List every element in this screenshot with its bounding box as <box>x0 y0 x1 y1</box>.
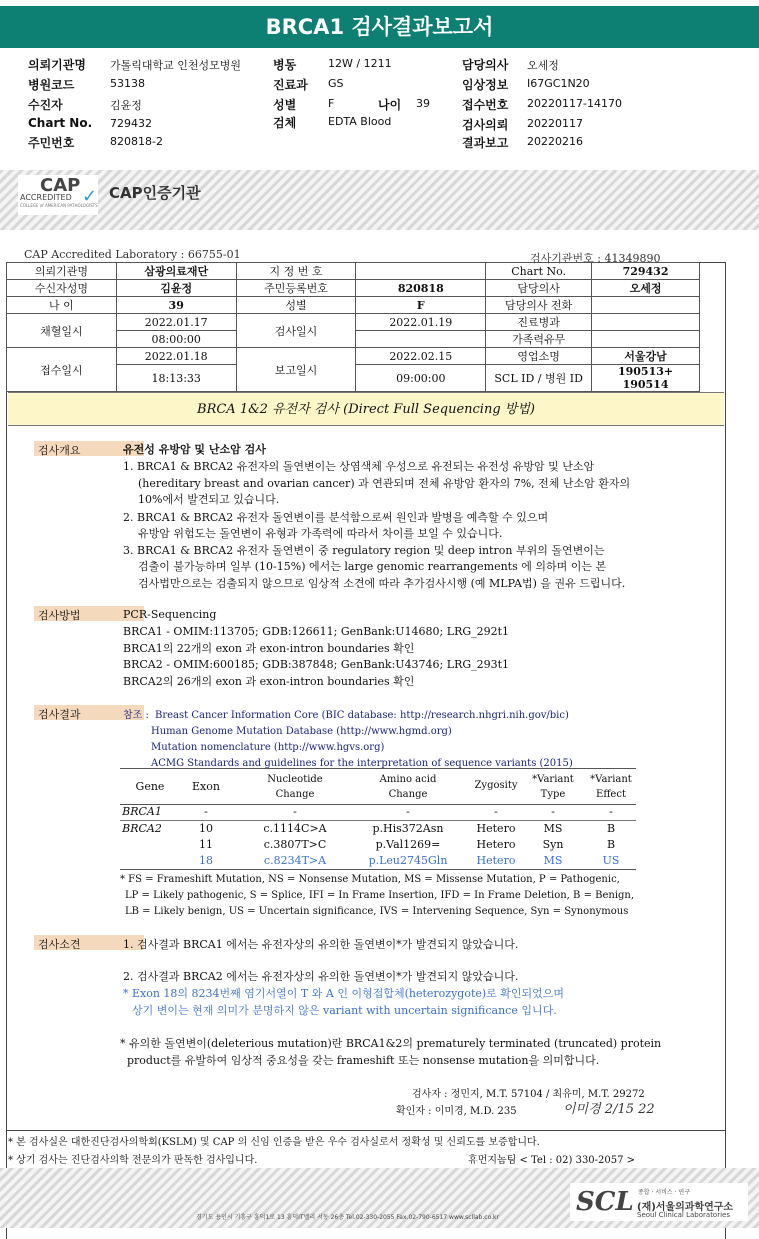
scl-name-en: Seoul Clinical Laboratories <box>637 1211 730 1219</box>
table-cell: 08:00:00 <box>116 331 236 348</box>
hospital-label: 의뢰기관명 <box>28 58 86 72</box>
table-cell: Chart No. <box>486 263 592 280</box>
opinion-line: 2. 검사결과 BRCA2 에서는 유전자상의 유의한 돌연변이*가 발견되지 않았습니다. <box>123 970 519 983</box>
examiners: 검사자 : 정민지, M.T. 57104 / 최유미, M.T. 29272 <box>412 1089 645 1100</box>
overview-line: 검출이 불가능하며 일부 (10-15%) 에서는 large genomic rearrangements 에 의하며 이는 본 <box>138 560 607 573</box>
scl-name: (재)서울의과학연구소 <box>637 1202 734 1213</box>
cell-nucleotide: - <box>293 805 297 818</box>
cap-logo-small: COLLEGE of AMERICAN PATHOLOGISTS <box>20 203 98 208</box>
overview-line: 유방암 위험도는 돌연변이 유형과 가족력에 따라서 차이를 보일 수 있습니다. <box>138 527 503 540</box>
method-line: PCR-Sequencing <box>123 608 217 621</box>
cell-exon: - <box>204 805 208 818</box>
confirmer: 확인자 : 이미경, M.D. 235 <box>396 1106 517 1117</box>
table-cell: 나 이 <box>7 297 117 314</box>
department-label: 진료과 <box>273 78 308 92</box>
table-row <box>7 348 700 365</box>
ref-line: ACMG Standards and guidelines for the interpretation of sequence variants (2015) <box>151 758 573 769</box>
handwritten-signature: 이미경 2/15 22 <box>563 1102 655 1117</box>
specimen-label: 검체 <box>273 116 297 130</box>
opinion-line: * 유의한 돌연변이(deleterious mutation)란 BRCA1&2의 prematurely terminated (truncated) protein <box>120 1037 662 1050</box>
cell-variant-effect: B <box>606 822 616 835</box>
resident-no-label: 주민번호 <box>28 136 75 150</box>
table-cell <box>592 314 700 331</box>
patient-value: 김윤정 <box>110 99 142 112</box>
hospital-code-value: 53138 <box>110 77 145 90</box>
abbreviation-note: LP = Likely pathogenic, S = Splice, IFI = In Frame Insertion, IFD = In Frame Deletion, B = Benign, <box>125 890 635 901</box>
hospital-value: 가톨릭대학교 인천성모병원 <box>110 59 242 72</box>
refs-label: 참조 : <box>123 710 149 721</box>
table-cell: 오세정 <box>592 280 700 297</box>
table-cell: 김윤정 <box>116 280 236 297</box>
table-row <box>120 805 636 821</box>
col-header-variant-type: *Variant Type <box>532 774 574 800</box>
overview-line: 2. BRCA1 & BRCA2 유전자 돌연변이를 분석함으로써 원인과 발병을 예측할 수 있으며 <box>123 511 549 524</box>
receipt-no-label: 접수번호 <box>462 98 509 112</box>
cell-amino-acid: p.Val1269= <box>375 838 441 851</box>
table-cell: 의뢰기관명 <box>7 263 117 280</box>
footnote: * 본 검사실은 대한진단검사의학회(KSLM) 및 CAP 의 신임 인증을 받은 우수 검사실로서 정확성 및 신뢰도를 보증합니다. <box>8 1137 540 1148</box>
cell-variant-effect: B <box>606 838 616 851</box>
table-cell: 성별 <box>236 297 356 314</box>
info-table <box>6 262 700 392</box>
table-cell: 영업소명 <box>486 348 592 365</box>
section-label-result: 검사결과 <box>34 705 144 720</box>
section-label-opinion: 검사소견 <box>34 935 144 950</box>
col-header-variant-effect: *Variant Effect <box>590 774 632 800</box>
table-cell <box>592 331 700 348</box>
cell-exon: 18 <box>199 854 213 867</box>
table-cell: 진료병과 <box>486 314 592 331</box>
section-label-method: 검사방법 <box>34 606 144 621</box>
table-cell: 729432 <box>592 263 700 280</box>
report-date-value: 20220216 <box>527 135 583 148</box>
opinion-line: 1. 검사결과 BRCA1 에서는 유전자상의 유의한 돌연변이*가 발견되지 않았습니다. <box>123 938 519 951</box>
cell-variant-effect: - <box>609 805 613 818</box>
overview-line: 3. BRCA1 & BRCA2 유전자 돌연변이 중 regulatory region 및 deep intron 부위의 돌연변이는 <box>123 544 605 557</box>
resident-no-value: 820818-2 <box>110 135 163 148</box>
cell-amino-acid: p.Leu2745Gln <box>368 854 448 867</box>
table-cell: 2022.01.18 <box>116 348 236 365</box>
table-cell: 가족력유무 <box>486 331 592 348</box>
patient-label: 수진자 <box>28 98 63 112</box>
cell-amino-acid: p.His372Asn <box>372 822 444 835</box>
cap-certified-text: CAP인증기관 <box>109 184 201 202</box>
age-label: 나이 <box>378 98 402 112</box>
table-row <box>7 280 700 297</box>
table-cell: 담당의사 전화 <box>486 297 592 314</box>
table-cell: 39 <box>116 297 236 314</box>
department-value: GS <box>328 77 344 90</box>
ref-line: Breast Cancer Information Core (BIC database: http://research.nhgri.nih.gov/bic) <box>155 710 569 721</box>
report-title: BRCA1 검사결과보고서 <box>0 6 759 48</box>
table-row <box>120 822 636 838</box>
ward-label: 병동 <box>273 58 297 72</box>
method-line: BRCA2 - OMIM:600185; GDB:387848; GenBank:U43746; LRG_293t1 <box>123 658 510 671</box>
section-label-overview: 검사개요 <box>34 441 144 456</box>
overview-line: 10%에서 발견되고 있습니다. <box>138 493 280 506</box>
cell-variant-type: - <box>551 805 555 818</box>
cell-amino-acid: - <box>406 805 410 818</box>
table-row <box>120 854 636 870</box>
col-header-nucleotide: Nucleotide Change <box>267 774 323 800</box>
table-cell: 삼광의료재단 <box>116 263 236 280</box>
cell-zygosity: Hetero <box>476 854 516 867</box>
cell-gene: BRCA2 <box>122 822 162 835</box>
test-topic-title: BRCA 1&2 유전자 검사 (Direct Full Sequencing 방법) <box>8 392 724 426</box>
table-row <box>120 838 636 854</box>
col-header-exon: Exon <box>192 780 220 793</box>
table-row <box>7 263 700 280</box>
table-cell: 수신자성명 <box>7 280 117 297</box>
chart-no-label: Chart No. <box>28 116 93 130</box>
exam-agency-number: 검사기관번호 : 41349890 <box>530 252 661 265</box>
cell-zygosity: - <box>494 805 498 818</box>
col-header-amino-acid: Amino acid Change <box>379 774 437 800</box>
receipt-no-value: 20220117-14170 <box>527 97 622 110</box>
specimen-value: EDTA Blood <box>328 115 392 128</box>
ref-line: Mutation nomenclature (http://www.hgvs.org) <box>151 742 385 753</box>
table-cell: 접수일시 <box>7 348 117 392</box>
doctor-label: 담당의사 <box>462 58 509 72</box>
overview-heading: 유전성 유방암 및 난소암 검사 <box>123 443 266 456</box>
table-cell: 2022.01.19 <box>356 314 486 331</box>
table-cell: 채혈일시 <box>7 314 117 348</box>
table-cell: 검사일시 <box>236 314 356 348</box>
doctor-value: 오세정 <box>527 59 559 72</box>
col-header-gene: Gene <box>135 780 165 793</box>
table-cell: SCL ID / 병원 ID <box>486 365 592 392</box>
abbreviation-note: * FS = Frameshift Mutation, NS = Nonsense Mutation, MS = Missense Mutation, P = Pathogenic, <box>120 874 620 885</box>
cell-nucleotide: c.3807T>C <box>263 838 327 851</box>
cap-lab-number: CAP Accredited Laboratory : 66755-01 <box>24 248 241 261</box>
table-cell: 2022.01.17 <box>116 314 236 331</box>
overview-line: (hereditary breast and ovarian cancer) 과 연관되며 전체 유방암 환자의 7%, 전체 난소암 환자의 <box>138 477 631 490</box>
overview-line: 검사법만으로는 검출되지 않으므로 임상적 소견에 따라 추가검사시행 (예 MLPA법) 을 권유 드립니다. <box>138 577 626 590</box>
table-cell: 190513+ 190514 <box>592 365 700 392</box>
method-line: BRCA2의 26개의 exon 과 exon-intron boundaries 확인 <box>123 675 415 688</box>
request-date-value: 20220117 <box>527 117 583 130</box>
table-cell: 주민등록번호 <box>236 280 356 297</box>
table-cell <box>356 331 486 348</box>
method-line: BRCA1 - OMIM:113705; GDB:126611; GenBank:U14680; LRG_292t1 <box>123 625 510 638</box>
table-cell: 보고일시 <box>236 348 356 392</box>
table-cell: 서울강남 <box>592 348 700 365</box>
ref-line: Human Genome Mutation Database (http://www.hgmd.org) <box>151 726 452 737</box>
cell-zygosity: Hetero <box>476 838 516 851</box>
abbreviation-note: LB = Likely benign, US = Uncertain significance, IVS = Intervening Sequence, Syn = Synonymous <box>125 906 629 917</box>
method-line: BRCA1의 22개의 exon 과 exon-intron boundaries 확인 <box>123 642 415 655</box>
divider <box>6 1130 726 1131</box>
table-row <box>7 314 700 331</box>
overview-line: 1. BRCA1 & BRCA2 유전자의 돌연변이는 상염색체 우성으로 유전되는 유전성 유방암 및 난소암 <box>123 460 595 473</box>
cell-nucleotide: c.8234T>A <box>263 854 327 867</box>
table-cell: F <box>356 297 486 314</box>
col-header-zygosity: Zygosity <box>474 780 518 791</box>
cell-nucleotide: c.1114C>A <box>263 822 327 835</box>
clinical-info-value: I67GC1N20 <box>527 77 590 90</box>
clinical-info-label: 임상정보 <box>462 78 509 92</box>
table-cell: 지 정 번 호 <box>236 263 356 280</box>
sex-value: F <box>328 97 335 110</box>
table-cell: 18:13:33 <box>116 365 236 392</box>
table-row <box>7 297 700 314</box>
opinion-line: * Exon 18의 8234번째 염기서열이 T 와 A 인 이형접합체(heterozygote)로 확인되었으며 <box>123 987 565 1000</box>
check-icon: ✓ <box>82 186 98 207</box>
cap-logo-word: CAP <box>40 175 81 196</box>
cell-variant-type: Syn <box>542 838 564 851</box>
cap-logo-accredited: ACCREDITED <box>20 193 72 202</box>
ward-value: 12W / 1211 <box>328 57 392 70</box>
team-tel: 휴먼지놈팀 < Tel : 02) 330-2057 > <box>468 1155 636 1166</box>
table-cell <box>356 263 486 280</box>
table-cell: 820818 <box>356 280 486 297</box>
lab-address: 경기도 용인시 기흥구 흥덕1로 13 흥덕IT밸리 서동 26층 Tel.02-330-2055 Fax.02-790-6517 www.scllab.co.kr <box>196 1214 499 1221</box>
divider <box>120 768 636 769</box>
cell-variant-type: MS <box>543 822 563 835</box>
table-cell <box>592 297 700 314</box>
cell-exon: 10 <box>199 822 213 835</box>
scl-tagline: 종합 · 서비스 · 연구 <box>638 1189 691 1196</box>
cell-variant-effect: US <box>602 854 620 867</box>
table-cell: 2022.02.15 <box>356 348 486 365</box>
report-date-label: 결과보고 <box>462 136 509 150</box>
footnote: * 상기 검사는 진단검사의학 전문의가 판독한 검사입니다. <box>8 1155 258 1166</box>
cell-exon: 11 <box>199 838 213 851</box>
opinion-line: 상기 변이는 현재 의미가 분명하지 않은 variant with uncertain significance 입니다. <box>132 1004 557 1017</box>
opinion-line: product를 유발하여 임상적 중요성을 갖는 frameshift 또는 nonsense mutation을 의미합니다. <box>127 1054 600 1067</box>
sex-label: 성별 <box>273 98 297 112</box>
cell-gene: BRCA1 <box>122 805 162 818</box>
age-value: 39 <box>416 97 430 110</box>
hospital-code-label: 병원코드 <box>28 78 75 92</box>
cell-zygosity: Hetero <box>476 822 516 835</box>
cell-variant-type: MS <box>543 854 563 867</box>
request-date-label: 검사의뢰 <box>462 118 509 132</box>
scl-logo-word: SCL <box>576 1187 634 1217</box>
table-cell: 09:00:00 <box>356 365 486 392</box>
table-cell: 담당의사 <box>486 280 592 297</box>
chart-no-value: 729432 <box>110 117 152 130</box>
